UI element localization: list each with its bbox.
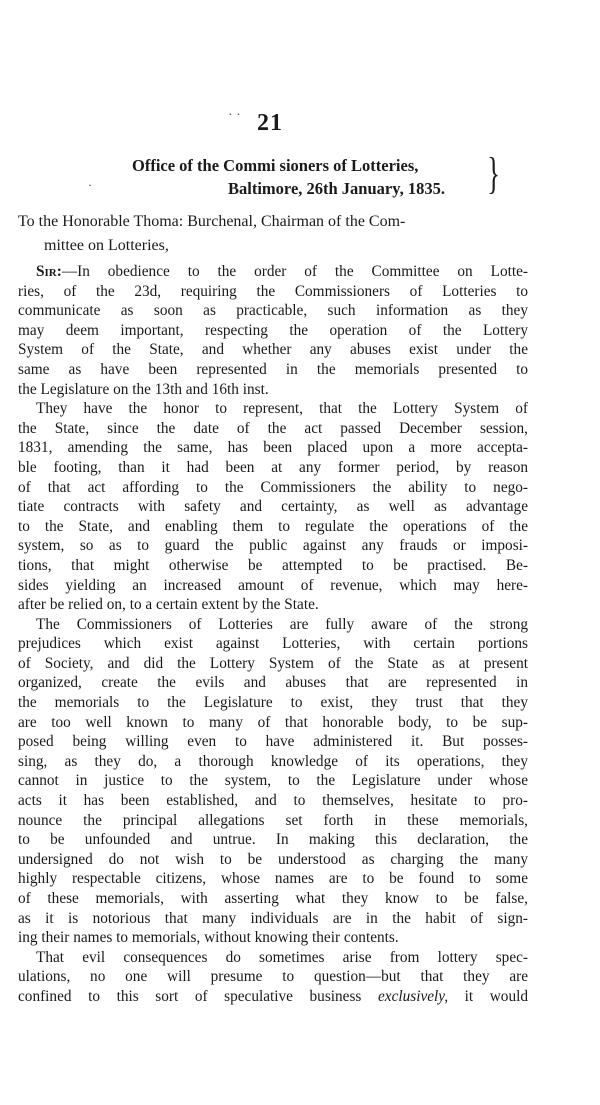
body-line: posed being willing even to have administered it. But posses- [18,733,528,751]
page-number: 21 [257,110,283,136]
body-line: to the State, and enabling them to regulate the operations of the [18,517,528,535]
body-line: ries, of the 23d, requiring the Commissioners of Lotteries to [18,282,528,300]
stray-mark: · [88,178,92,192]
body-line: as it is notorious that many individuals are in the habit of sign- [18,909,528,927]
body-line: acts it has been established, and to themselves, hesitate to pro- [18,792,528,810]
body-line: organized, create the evils and abuses that are represented in [18,674,528,692]
letter-body [18,262,528,1007]
header-brace: } [487,149,500,198]
body-line: to be unfounded and untrue. In making this declaration, the [18,831,528,849]
body-line: of that act affording to the Commissioners the ability to nego- [18,478,528,496]
address-line: To the Honorable Thoma: Burchenal, Chairman of the Com- [18,213,406,230]
body-line: That evil consequences do sometimes arise from lottery spec- [36,948,528,966]
body-line: communicate as soon as practicable, such information as they [18,302,528,320]
body-line: the State, since the date of the act passed December session, [18,419,528,437]
body-line: cannot in justice to the system, to the Legislature under whose [18,772,528,790]
body-line: tiate contracts with safety and certainty, as well as advantage [18,498,528,516]
body-line: ing their names to memorials, without knowing their contents. [18,929,399,947]
body-line: undersigned do not wish to be understood as charging the many [18,850,528,868]
address-line: mittee on Lotteries, [44,237,169,254]
body-line: sing, as they do, a thorough knowledge of its operations, they [18,752,528,770]
page-marks: · · [228,108,241,123]
body-line: prejudices which exist against Lotteries, with certain portions [18,635,528,653]
body-line: after be relied on, to a certain extent by the State. [18,596,319,614]
body-line: the Legislature on the 13th and 16th inst. [18,380,269,398]
body-line: System of the State, and whether any abuses exist under the [18,341,528,359]
header-place-date-line: Baltimore, 26th January, 1835. [228,179,445,198]
body-line: sides yielding an increased amount of revenue, which may here- [18,576,528,594]
body-line: 1831, amending the same, has been placed upon a more accepta- [18,439,528,457]
body-line: same as have been represented in the memorials presented to [18,360,528,378]
body-line: of Society, and did the Lottery System of the State as at present [18,654,528,672]
body-line: confined to this sort of speculative business exclusively, it would [18,987,528,1005]
body-line: of these memorials, with asserting what they know to be false, [18,890,528,907]
body-line: ble footing, than it had been at any former period, by reason [18,458,528,476]
body-line: may deem important, respecting the operation of the Lottery [18,321,528,339]
letter-header [120,149,500,200]
body-line: Sir:—In obedience to the order of the Committee on Lotte- [36,263,528,280]
body-line: nounce the principal allegations set forth in these memorials, [18,811,528,829]
body-line: highly respectable citizens, whose names are to be found to some [18,870,528,888]
body-line: are too well known to many of that honorable body, to be sup- [18,713,528,731]
body-line: ulations, no one will presume to question—but that they are [18,968,528,986]
body-line: They have the honor to represent, that the Lottery System of [36,400,528,418]
salutation: Sir: [36,263,62,280]
body-line: system, so as to guard the public against any frauds or imposi- [18,537,528,555]
body-line: tions, that might otherwise be attempted to be practised. Be- [18,556,528,574]
header-office-line: Office of the Commi sioners of Lotteries, [132,156,419,175]
address-block [18,210,588,258]
emphasis: exclusively, [377,987,449,1005]
body-line: the memorials to the Legislature to exist, they trust that they [18,694,528,712]
body-line: The Commissioners of Lotteries are fully aware of the strong [36,615,528,633]
